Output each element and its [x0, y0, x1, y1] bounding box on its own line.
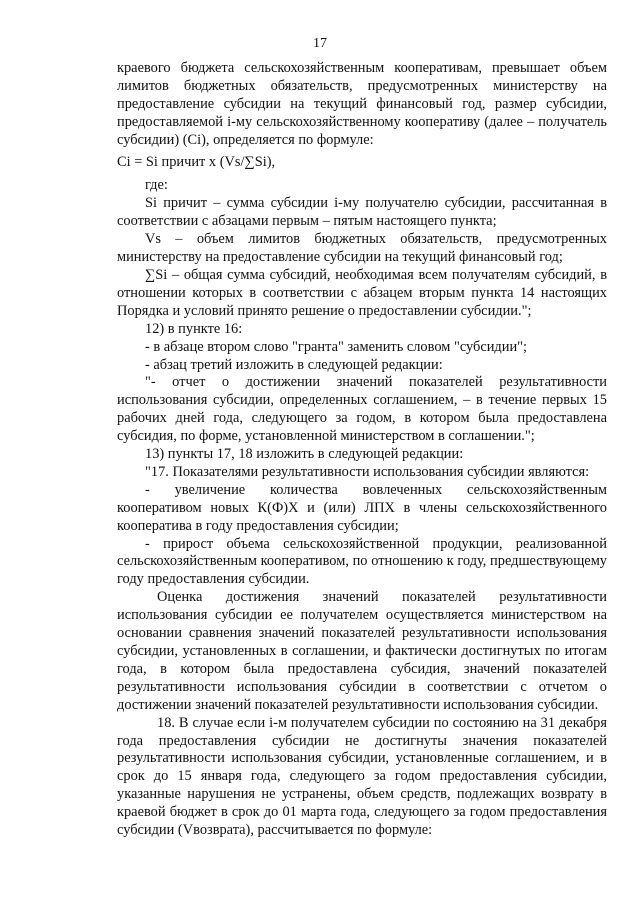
- paragraph-item-12: 12) в пункте 16:: [145, 320, 243, 337]
- paragraph-indicator-2: - прирост объема сельскохозяйственной продукции, реализованной сельскохозяйственным кооперативом, по отношению к году, предшествующему году предоставления субсидии.: [117, 535, 607, 588]
- formula-ci: Ci = Si причит х (Vs/∑Si),: [117, 153, 276, 170]
- paragraph-intro: краевого бюджета сельскохозяйственным кооперативам, превышает объем лимитов бюджетных обязательств, предусмотренных министерству на предоставление субсидии на текущий финансовый год, размер субсидии, предоставляемой i-му сельскохозяйственному кооперативу (далее – получатель субсидии) (Ci), определяется по формуле:: [117, 60, 607, 148]
- paragraph-point-17: "17. Показателями результативности использования субсидии являются:: [145, 463, 590, 480]
- paragraph-sum-def: ∑Si – общая сумма субсидий, необходимая всем получателям субсидий, в отношении которых в соответствии с абзацем вторым пункта 14 настоящих Порядка и условий принято решение о предоставлении субсидии.";: [117, 266, 607, 319]
- paragraph-vs-def: Vs – объем лимитов бюджетных обязательств, предусмотренных министерству на предоставление субсидии на текущий финансовый год;: [117, 231, 607, 266]
- paragraph-point-18: 18. В случае если i-м получателем субсидии по состоянию на 31 декабря года предоставления субсидии не достигнуты значения показателей результативности использования субсидии, установленные соглашением, и в срок до 15 января года, следующего за годом предоставления субсидии, указанные нарушения не устранены, объем средств, подлежащих возврату в краевой бюджет в срок до 01 марта года, следующего за годом предоставления субсидии (Vвозврата), рассчитывается по формуле:: [117, 714, 607, 839]
- paragraph-where: где:: [145, 177, 168, 194]
- paragraph-si-def: Si причит – сумма субсидии i-му получателю субсидии, рассчитанная в соответствии с абзацами первым – пятым настоящего пункта;: [117, 195, 607, 230]
- document-body: [117, 60, 607, 840]
- paragraph-item-13: 13) пункты 17, 18 изложить в следующей редакции:: [145, 446, 464, 463]
- paragraph-report: "- отчет о достижении значений показателей результативности использования субсидии, определенных соглашением, – в течение первых 15 рабочих дней года, следующего за годом, в котором была предоставлена субсидия, по форме, установленной министерством в соглашении.";: [117, 374, 607, 445]
- paragraph-abzac-3: - абзац третий изложить в следующей редакции:: [145, 356, 443, 373]
- paragraph-indicator-1: - увеличение количества вовлеченных сельскохозяйственным кооперативом новых К(Ф)Х и (или) ЛПХ в члены сельскохозяйственного кооператива в году предоставления субсидии;: [117, 481, 607, 534]
- paragraph-evaluation: Оценка достижения значений показателей результативности использования субсидии ее получателем осуществляется министерством на основании сравнения значений показателей результативности использования субсидии, установленных в соглашении, и фактически достигнутых по итогам года, в котором была предоставлена субсидия, значений показателей результативности использования субсидии в соответствии с отчетом о достижении значений показателей результативности использования субсидии.: [117, 589, 607, 713]
- paragraph-abzac-2: - в абзаце втором слово "гранта" заменить словом "субсидии";: [145, 338, 528, 355]
- page-number: 17: [313, 36, 327, 51]
